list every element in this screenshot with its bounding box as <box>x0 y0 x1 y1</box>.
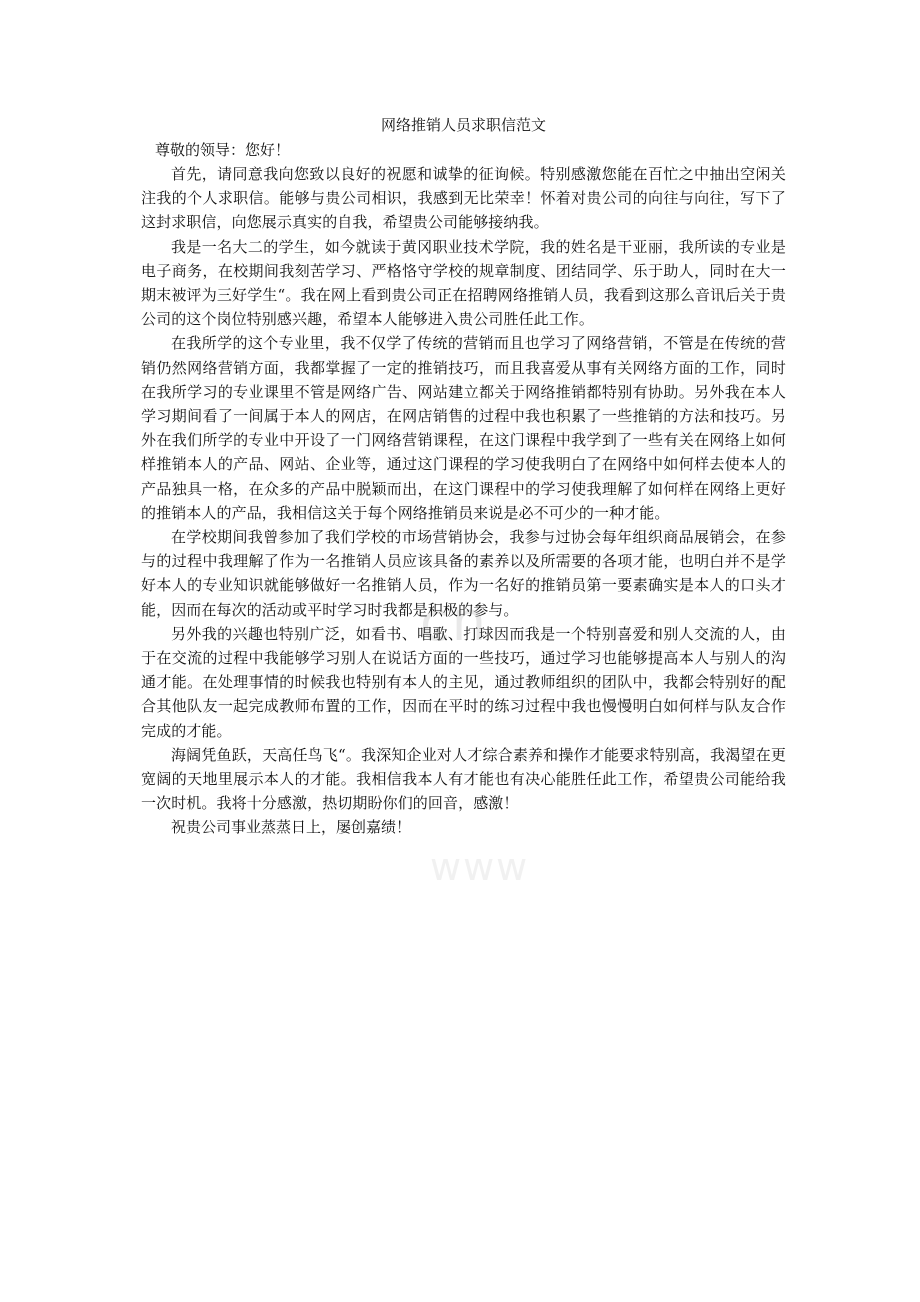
paragraph-5: 另外我的兴趣也特别广泛，如看书、唱歌、打球因而我是一个特别喜爱和别人交流的人，由于在交流的过程中我能够学习别人在说话方面的一些技巧，通过学习也能够提高本人与别人的沟通才能。在处理事情的时候我也特别有本人的主见，通过教师组织的团队中，我都会特别好的配合其他队友一起完成教师布置的工作，因而在平时的练习过程中我也慢慢明白如何样与队友合作完成的才能。 <box>141 624 786 740</box>
salutation: 尊敬的领导：您好！ <box>155 141 291 159</box>
document-title: 网络推销人员求职信范文 <box>380 116 546 134</box>
watermark: cn <box>420 590 488 653</box>
paragraph-4: 在学校期间我曾参加了我们学校的市场营销协会，我参与过协会每年组织商品展销会，在参与的过程中我理解了作为一名推销人员应该具备的素养以及所需要的各项才能，也明白并不是学好本人的专业知识就能够做好一名推销人员，作为一名好的推销员第一要素确实是本人的口头才能，因而在每次的活动或平时学习时我都是积极的参与。 <box>141 528 786 619</box>
paragraph-3: 在我所学的这个专业里，我不仅学了传统的营销而且也学习了网络营销，不管是在传统的营销仍然网络营销方面，我都掌握了一定的推销技巧，而且我喜爱从事有关网络方面的工作，同时在我所学习的专业课里不管是网络广告、网站建立都关于网络推销都特别有协助。另外我在本人学习期间看了一间属于本人的网店，在网店销售的过程中我也积累了一些推销的方法和技巧。另外在我们所学的专业中开设了一门网络营销课程，在这门课程中我学到了一些有关在网络上如何样推销本人的产品、网站、企业等，通过这门课程的学习使我明白了在网络中如何样去使本人的产品独具一格，在众多的产品中脱颖而出，在这门课程中的学习使我理解了如何样在网络上更好的推销本人的产品，我相信这关于每个网络推销员来说是必不可少的一种才能。 <box>141 334 786 522</box>
paragraph-1: 首先，请同意我向您致以良好的祝愿和诚挚的征询候。特别感激您能在百忙之中抽出空闲关注我的个人求职信。能够与贵公司相识，我感到无比荣幸！怀着对贵公司的向往与向往，写下了这封求职信，向您展示真实的自我，希望贵公司能够接纳我。 <box>141 165 786 232</box>
paragraph-6: 海阔凭鱼跃，天高任鸟飞“。我深知企业对人才综合素养和操作才能要求特别高，我渴望在更宽阔的天地里展示本人的才能。我相信我本人有才能也有决心能胜任此工作，希望贵公司能给我一次时机。我将十分感激，热切期盼你们的回音，感激！ <box>141 745 786 813</box>
watermark-secondary: www <box>430 845 530 889</box>
letter-body <box>141 112 786 839</box>
closing-line: 祝贵公司事业蒸蒸日上，屡创嘉绩！ <box>171 818 412 837</box>
paragraph-2: 我是一名大二的学生，如今就读于黄冈职业技术学院，我的姓名是干亚丽，我所读的专业是电子商务，在校期间我刻苦学习、严格恪守学校的规章制度、团结同学、乐于助人，同时在大一期末被评为三好学生“。我在网上看到贵公司正在招聘网络推销人员，我看到这那么音讯后关于贵公司的这个岗位特别感兴趣，希望本人能够进入贵公司胜任此工作。 <box>141 237 786 329</box>
